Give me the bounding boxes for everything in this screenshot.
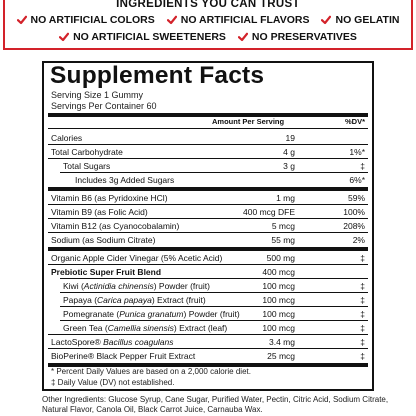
nutrient-label: Green Tea (Camellia sinensis) Extract (leaf) (63, 323, 228, 333)
facts-title: Supplement Facts (50, 62, 265, 89)
nutrient-amount: 100 mcg (262, 309, 295, 319)
facts-row (48, 335, 368, 349)
nutrient-label: Vitamin B6 (as Pyridoxine HCl) (51, 193, 168, 203)
nutrient-label: Vitamin B9 (as Folic Acid) (51, 207, 148, 217)
claim-no-preservatives: NO PRESERVATIVES (238, 31, 357, 43)
nutrient-amount: 19 (285, 133, 295, 143)
thick-divider (48, 247, 368, 251)
nutrient-label: LactoSpore® Bacillus coagulans (51, 337, 174, 347)
facts-row (48, 205, 368, 219)
footnote-not-established: ‡ Daily Value (DV) not established. (51, 378, 175, 387)
nutrient-amount: 500 mg (266, 253, 295, 263)
nutrient-dv: 1%* (349, 147, 365, 157)
nutrient-label: Sodium (as Sodium Citrate) (51, 235, 156, 245)
nutrient-amount: 1 mg (276, 193, 295, 203)
claim-no-artificial-flavors: NO ARTIFICIAL FLAVORS (167, 14, 310, 26)
header-dv: %DV* (344, 117, 365, 126)
nutrient-dv: ‡ (360, 253, 365, 263)
ingredients-banner (3, 0, 413, 50)
facts-row (48, 321, 368, 335)
thick-divider (48, 363, 368, 367)
nutrient-label: Kiwi (Actinidia chinensis) Powder (fruit) (63, 281, 210, 291)
claim-no-gelatin: NO GELATIN (321, 14, 399, 26)
banner-row-1 (5, 14, 411, 26)
nutrient-amount: 100 mcg (262, 323, 295, 333)
facts-header-row (48, 116, 368, 128)
facts-row (48, 159, 368, 173)
facts-row (48, 265, 368, 279)
nutrient-amount: 100 mcg (262, 295, 295, 305)
facts-row (48, 131, 368, 145)
facts-row (48, 279, 368, 293)
check-icon (167, 15, 177, 25)
check-icon (321, 15, 331, 25)
nutrient-amount: 25 mcg (267, 351, 295, 361)
facts-row (48, 191, 368, 205)
header-amount: Amount Per Serving (212, 117, 285, 126)
nutrient-dv: ‡ (360, 309, 365, 319)
nutrient-dv: 6%* (349, 175, 365, 185)
nutrient-amount: 55 mg (271, 235, 295, 245)
nutrient-label: Prebiotic Super Fruit Blend (51, 267, 162, 277)
facts-row (48, 173, 368, 187)
facts-row (48, 251, 368, 265)
nutrient-amount: 400 mcg DFE (243, 207, 295, 217)
nutrient-label: Includes 3g Added Sugars (75, 175, 175, 185)
footnote-dv: * Percent Daily Values are based on a 2,000 calorie diet. (51, 367, 251, 376)
servings-per-container: Servings Per Container 60 (51, 101, 157, 111)
supplement-facts-panel (42, 61, 374, 391)
nutrient-dv: 100% (343, 207, 365, 217)
thick-divider (48, 187, 368, 191)
nutrient-label: Total Carbohydrate (51, 147, 123, 157)
facts-row (48, 349, 368, 363)
claim-no-artificial-colors: NO ARTIFICIAL COLORS (17, 14, 155, 26)
facts-row (48, 307, 368, 321)
nutrient-label: Papaya (Carica papaya) Extract (fruit) (63, 295, 206, 305)
nutrient-dv: ‡ (360, 323, 365, 333)
nutrient-dv: 2% (352, 235, 365, 245)
banner-row-2 (5, 31, 411, 43)
nutrient-dv: ‡ (360, 281, 365, 291)
nutrient-dv: ‡ (360, 295, 365, 305)
check-icon (238, 32, 248, 42)
nutrient-dv: ‡ (360, 161, 365, 171)
facts-row (48, 233, 368, 247)
facts-row (48, 219, 368, 233)
nutrient-amount: 5 mcg (271, 221, 295, 231)
nutrient-amount: 3.4 mg (269, 337, 295, 347)
nutrient-label: Total Sugars (63, 161, 111, 171)
nutrient-amount: 3 g (283, 161, 295, 171)
check-icon (17, 15, 27, 25)
thin-divider (48, 128, 368, 129)
banner-title: INGREDIENTS YOU CAN TRUST (5, 0, 411, 12)
nutrient-label: BioPerine® Black Pepper Fruit Extract (51, 351, 196, 361)
nutrient-label: Pomegranate (Punica granatum) Powder (fruit) (63, 309, 240, 319)
nutrient-label: Organic Apple Cider Vinegar (5% Acetic Acid) (51, 253, 223, 263)
nutrient-amount: 4 g (283, 147, 295, 157)
serving-size: Serving Size 1 Gummy (51, 90, 144, 100)
nutrient-dv: 208% (343, 221, 365, 231)
other-ingredients: Other Ingredients: Glucose Syrup, Cane Sugar, Purified Water, Pectin, Citric Acid, Sodium Citrate, Natural Flavor, Canola Oil, Black Carrot Juice, Carnauba Wax. (42, 395, 389, 414)
facts-row (48, 145, 368, 159)
check-icon (59, 32, 69, 42)
nutrient-dv: ‡ (360, 351, 365, 361)
nutrient-dv: ‡ (360, 337, 365, 347)
nutrient-label: Vitamin B12 (as Cyanocobalamin) (51, 221, 180, 231)
nutrient-amount: 400 mcg (262, 267, 295, 277)
facts-row (48, 293, 368, 307)
claim-no-artificial-sweeteners: NO ARTIFICIAL SWEETENERS (59, 31, 226, 43)
nutrient-amount: 100 mcg (262, 281, 295, 291)
nutrient-dv: 59% (347, 193, 365, 203)
nutrient-label: Calories (51, 133, 83, 143)
